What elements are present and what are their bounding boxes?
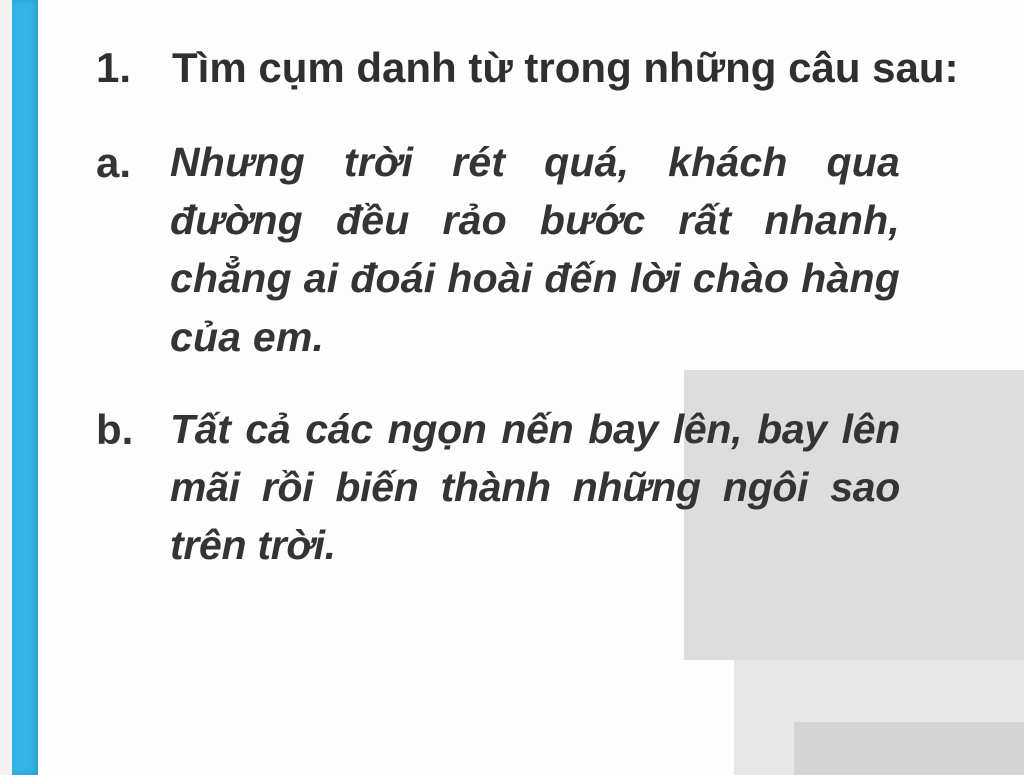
exercise-prompt: Tìm cụm danh từ trong những câu sau: <box>172 44 959 91</box>
exercise-item-a <box>96 133 976 366</box>
exercise-item-b-label: b. <box>96 405 134 453</box>
page-inner-margin <box>38 0 48 775</box>
exercise-heading-row <box>96 38 976 99</box>
exercise-item-a-text: Nhưng trời rét quá, khách qua đường đều rảo bước rất nhanh, chẳng ai đoái hoài đến lời chào hàng của em. <box>170 138 900 360</box>
exercise-item-b <box>96 400 976 575</box>
exercise-item-a-label: a. <box>96 138 132 186</box>
exercise-content <box>96 38 976 574</box>
exercise-item-b-text: Tất cả các ngọn nến bay lên, bay lên mãi rồi biến thành những ngôi sao trên trời. <box>170 405 900 569</box>
exercise-number: 1. <box>96 44 132 91</box>
page-shadow-block-bottom <box>794 722 1024 775</box>
page-blue-edge-band <box>12 0 38 775</box>
page-left-margin <box>0 0 12 775</box>
